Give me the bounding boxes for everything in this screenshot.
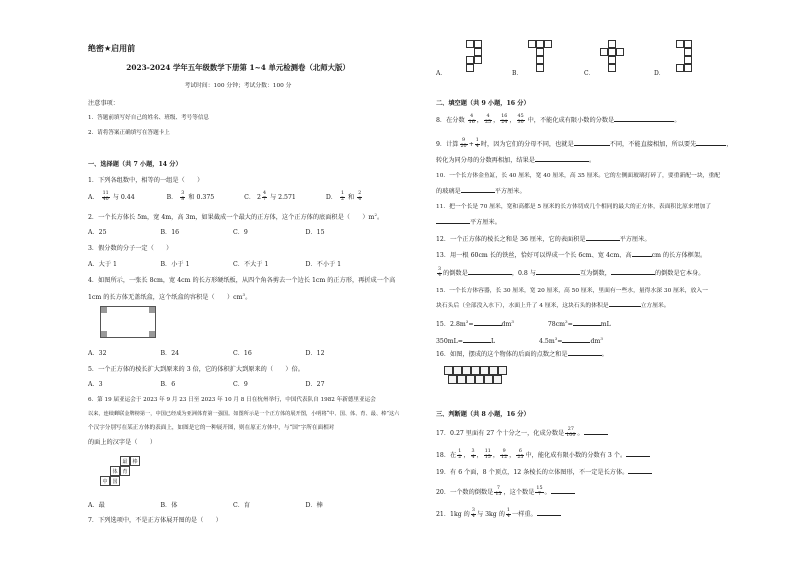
q4-opt-a: A．32	[88, 350, 107, 357]
net-cell-zui: 最	[120, 456, 130, 466]
q9-blank-3[interactable]	[535, 161, 589, 162]
q19-blank[interactable]	[628, 473, 652, 474]
q9-blank-2[interactable]	[696, 145, 726, 146]
q11-blank[interactable]	[436, 223, 470, 224]
q13-blank[interactable]	[632, 256, 652, 257]
q5-opt-d: D．27	[305, 381, 325, 388]
q14-blank-2[interactable]	[536, 274, 580, 275]
q5-stem: 5．一个正方体的棱长扩大到原来的 3 倍，它的体积扩大到原来的（ ）倍。	[88, 366, 304, 373]
q6-options	[88, 502, 378, 510]
q2-opt-a: A．25	[88, 229, 107, 236]
q10-blank[interactable]	[461, 192, 495, 193]
unit-line-1: 15．$2.8m^3= dm^3$ $78cm^3=$ mL	[436, 319, 611, 329]
q5-opt-a: A．3	[88, 381, 103, 388]
net-cell-ti: 体	[110, 466, 120, 476]
q1-frac-c: $\frac{4}{7}$	[262, 191, 267, 202]
q5-opt-b: B．6	[160, 381, 176, 388]
q1-opt-a-label: A．	[88, 193, 99, 201]
q4-line-2: 1cm 的长方体无盖纸盒，这个纸盒的容积是（ ）$cm^3$。	[88, 292, 252, 302]
q1-opt-c-label: C．	[244, 193, 256, 201]
unit-blank-3[interactable]	[463, 342, 491, 343]
q6-opt-d: D．棒	[305, 502, 323, 509]
q2-options	[88, 229, 378, 237]
secret-mark: 绝密★启用前	[88, 44, 136, 53]
q4-opt-d: D．12	[305, 350, 325, 357]
q6-line-4: 的面上的汉字是（ ）	[88, 439, 157, 446]
q3-opt-d: D．不小于 1	[305, 261, 342, 268]
q7-opt-b: B．	[512, 70, 523, 77]
q6-opt-b: B．体	[160, 502, 178, 509]
q14-blank-3[interactable]	[611, 274, 655, 275]
unit-blank-4[interactable]	[562, 342, 590, 343]
q10-line-1: 10．一个长方体金鱼缸，长 40 厘米，宽 40 厘米，高 35 厘米。它的左侧面玻璃打碎了，要重新配一块，重配	[436, 173, 721, 179]
q11-line-1: 11．把一个长是 70 厘米，宽和高都是 5 厘米的长方体切成几个相同的最大的正方体，表面积比原来增加了	[436, 204, 712, 210]
q21-blank[interactable]	[537, 515, 561, 516]
q6-opt-a: A．最	[88, 502, 105, 509]
q2-opt-d: D．15	[305, 229, 325, 236]
q20-blank[interactable]	[551, 493, 575, 494]
unit-blank-1[interactable]	[474, 325, 502, 326]
q1-frac-b: $\frac{3}{8}$	[181, 191, 185, 202]
q3-opt-a: A．大于 1	[88, 261, 117, 268]
q19-line: 19．有 6 个面，8 个顶点，12 条棱长的立体图形，不一定是长方体。	[436, 469, 652, 477]
q21-line: 21．1kg 的 $\frac{3}{4}$ 与 3kg 的 $\frac{1}{4}$ 一样重。	[436, 509, 561, 520]
q6-line-2: 以来，连续蝉联金牌榜第一，中国已经成为亚洲体育第一强国。如图所示是一个正方体的展开图，小明将“中、国、体、育、最、棒”这六	[88, 411, 400, 417]
q9-line-2: 转化为同分母的分数再相加，结果是 。	[436, 157, 596, 164]
q12-line: 12．一个正方体的棱长之和是 36 厘米，它的表面积是 平方厘米。	[436, 236, 651, 243]
q1-opt-d-label: D．	[325, 193, 337, 201]
notice-item-2: 2．请将答案正确填写在答题卡上	[88, 130, 170, 136]
q6-line-1: 6．第 19 届亚运会于 2023 年 9 月 23 日至 2023 年 10 月 8 日在杭州举行，中国代表队自 1982 年新德里亚运会	[88, 397, 376, 403]
q18-blank[interactable]	[626, 456, 650, 457]
q7-opt-a: A．	[436, 70, 447, 77]
q13-line: 13．用一根 60cm 长的铁丝，恰好可以焊成一个长 6cm、宽 4cm、高 cm 的长方体框架。	[436, 252, 707, 259]
exam-title: 2023-2024 学年五年级数学下册第 1~4 单元检测卷（北师大版）	[126, 63, 350, 72]
q15-line-2: 块石头后（全部没入水下），水面上升了 4 厘米，这块石头的体积是 立方厘米。	[436, 303, 670, 309]
net-cell-zhong: 中	[100, 476, 110, 486]
q14-line: $\frac{3}{4}$ 的倒数是 ，0.8 与 互为倒数， 的倒数是它本身。	[438, 267, 705, 278]
exam-info: 考试时间：100 分钟；考试分数：100 分	[184, 83, 292, 89]
net-cell-bang: 棒	[130, 456, 140, 466]
q4-opt-b: B．24	[160, 350, 180, 357]
q1-options	[88, 192, 363, 203]
q4-opt-c: C．16	[233, 350, 252, 357]
q11-line-2: 平方厘米。	[436, 219, 501, 227]
q17-blank[interactable]	[584, 434, 608, 435]
q14-blank-1[interactable]	[468, 274, 512, 275]
q3-options	[88, 261, 378, 269]
q1-opt-c-text: 与 2.571	[270, 193, 296, 201]
q9-line-1: 9．计算 $\frac{9}{20}$ + $\frac{1}{4}$ 时，因为它们的分母不同，也就是 不同，不能直接相加，所以要先 ，	[436, 138, 733, 149]
q9-blank-1[interactable]	[574, 145, 610, 146]
cardboard-figure	[100, 306, 156, 338]
q1-c-whole: 2	[257, 193, 261, 201]
section-1-title: 一、选择题（共 7 小题，14 分）	[88, 161, 182, 168]
q8-line: 8．在分数 $\frac{4}{16}$ ， $\frac{4}{25}$ ， $\frac{16}{24}$ ， $\frac{45}{30}$ 中，不能化成有限小数的分数是 。	[436, 114, 681, 125]
q3-opt-c: C．不大于 1	[233, 261, 269, 268]
notice-item-1: 1．答题前填写好自己的姓名、班级、考号等信息	[88, 115, 210, 121]
q1-opt-b-text: 和 0.375	[188, 193, 215, 201]
q17-line: 17．0.27 里面有 27 个十分之一，化成分数是 $\frac{27}{100}$ 。	[436, 428, 608, 439]
q2-opt-c: C．9	[233, 229, 248, 236]
q3-stem: 3．假分数的分子一定（ ）	[88, 245, 173, 252]
q1-frac-d1: $\frac{1}{2}$	[340, 191, 344, 202]
q18-line: 18．在 $\frac{1}{2}$ ， $\frac{3}{4}$ ， $\frac{11}{15}$ ， $\frac{9}{12}$ ， $\frac{6}{25}$ 中，能化成有限小数的分数有 3 个。	[436, 450, 650, 461]
q1-opt-d-text: 和	[347, 193, 355, 201]
unit-blank-2[interactable]	[573, 325, 601, 326]
q6-opt-c: C．育	[233, 502, 251, 509]
q3-opt-b: B．小于 1	[160, 261, 190, 268]
q1-frac-d2: $\frac{2}{4}$	[358, 191, 362, 202]
q2-opt-b: B．16	[160, 229, 180, 236]
q20-line: 20．一个数的倒数是 $\frac{7}{15}$ ，这个数是 $\frac{15}{7}$ 。	[436, 487, 575, 498]
q5-options	[88, 381, 378, 389]
q1-opt-a-text: 与 0.44	[112, 193, 135, 201]
q1-stem: 1．下列各组数中，相等的一组是（ ）	[88, 177, 204, 184]
q8-blank[interactable]	[614, 121, 674, 122]
q10-line-2: 的玻璃是 平方厘米。	[436, 188, 526, 195]
q7-opt-c: C．	[584, 70, 595, 77]
q12-blank[interactable]	[586, 240, 620, 241]
q15-line-1: 15．一个长方体容器，长 30 厘米，宽 20 厘米，高 50 厘米，里面有一些水，量得水深 30 厘米，放入一	[436, 288, 708, 294]
section-2-title: 二、填空题（共 9 小题，16 分）	[436, 100, 530, 107]
q15-blank[interactable]	[609, 306, 641, 307]
section-3-title: 三、判断题（共 8 小题，16 分）	[436, 411, 530, 418]
q5-opt-c: C．9	[233, 381, 248, 388]
net-cell-guo: 国	[110, 476, 120, 486]
q7-stem: 7．下列选项中，不是正方体展开图的是（ ）	[88, 517, 222, 524]
q6-line-3: 个汉字分别写在某正方体的表面上，如图是它的一种展开图，则在原正方体中，与“国”字所在面相对	[88, 425, 335, 431]
q1-opt-b-label: B．	[166, 193, 178, 201]
q4-options	[88, 350, 378, 358]
dice-question: 16．如图，摆成的这个物体的后面的点数之和是 。	[436, 351, 608, 358]
dice-blank[interactable]	[568, 355, 602, 356]
q1-frac-a: $\frac{11}{40}$	[102, 191, 109, 202]
q7-opt-d: D．	[654, 70, 665, 77]
q4-line-1: 4．如图所示，一张长 8cm，宽 4cm 的长方形硬纸板，从四个角各剪去一个边长 1cm 的正方形，再折成一个高	[88, 277, 396, 284]
unit-line-2: 350mL= L $4.5m^3= dm^3$	[436, 336, 603, 346]
q2-stem: 2．一个长方体长 5m，宽 4m，高 3m，如果截成一个最大的正方体，这个正方体的底面积是（ ）$m^2$。	[88, 212, 384, 222]
net-cell-yu: 育	[120, 466, 130, 476]
notice-title: 注意事项：	[88, 100, 119, 107]
